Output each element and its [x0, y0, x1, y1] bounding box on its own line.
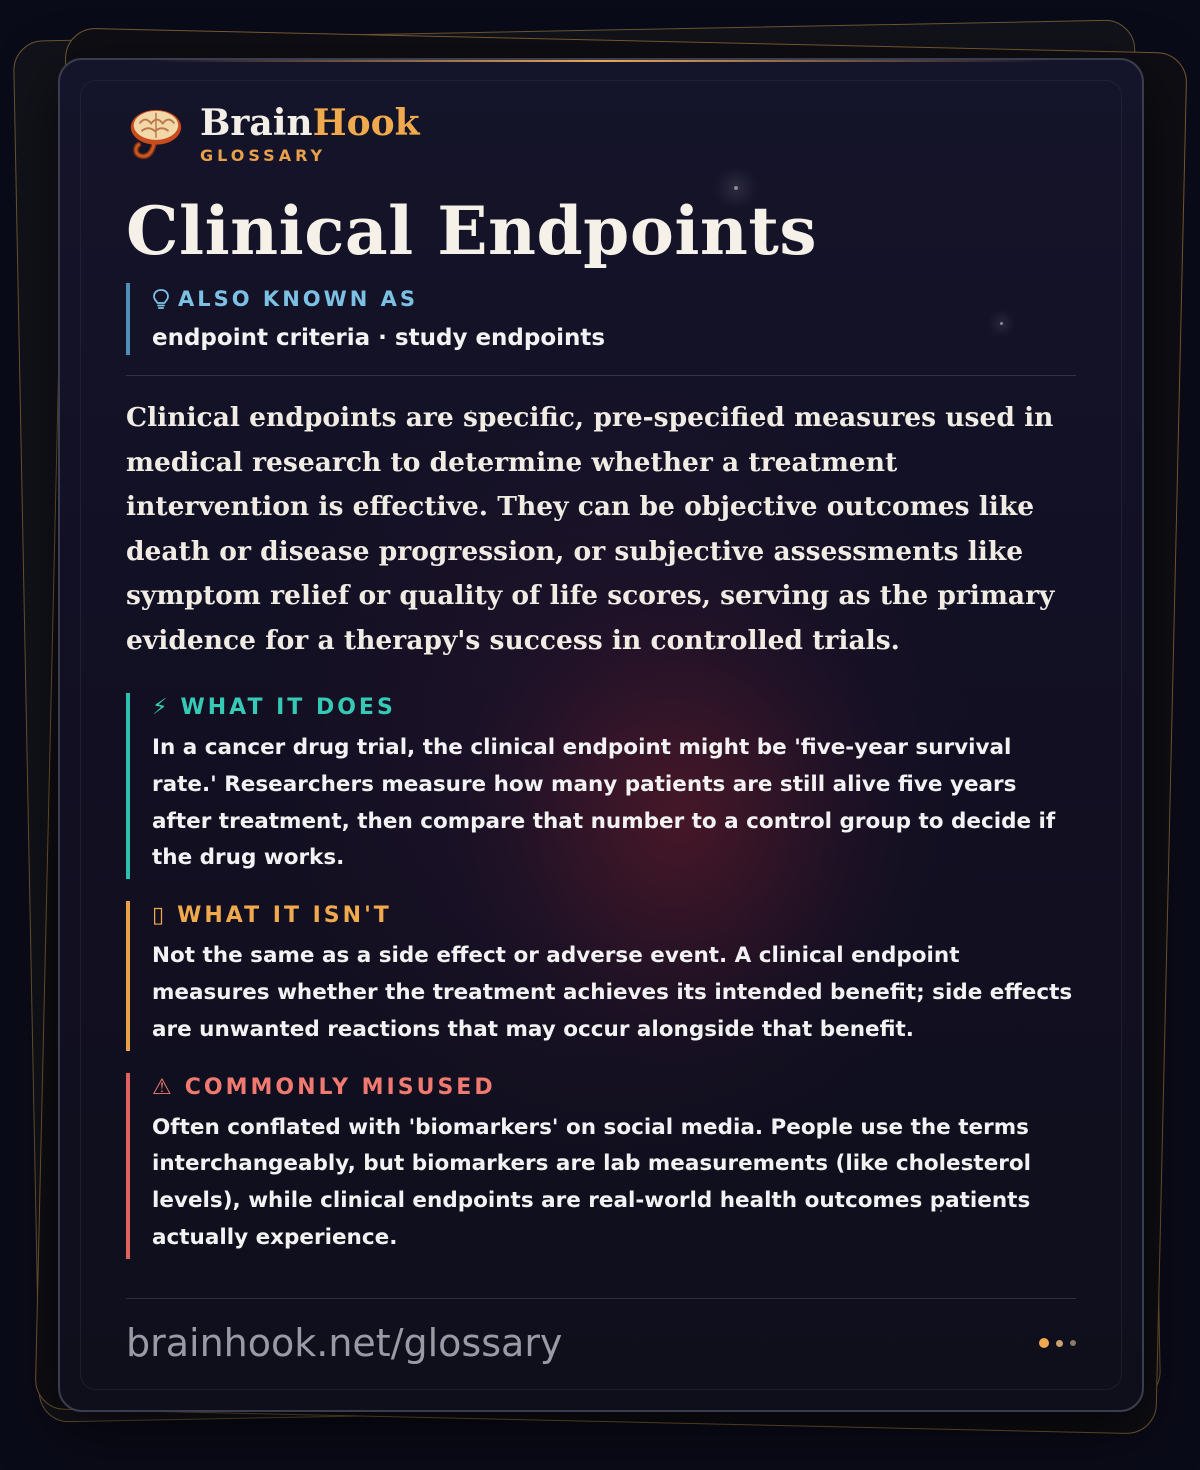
brand-header: [126, 104, 1076, 165]
commonly-misused-label: COMMONLY MISUSED: [184, 1074, 496, 1100]
what-it-does-text: In a cancer drug trial, the clinical endpoint might be 'five-year survival rate.' Researchers measure how many patients are still alive five years after treatment, then compare that number to a control group to decide if the drug works.: [152, 735, 1056, 871]
footer-url-link[interactable]: brainhook.net/glossary: [126, 1321, 563, 1365]
card-footer: [126, 1298, 1076, 1365]
missing-glyph-icon: ▯: [152, 903, 168, 929]
brand-text: [200, 104, 420, 165]
glossary-card: [58, 58, 1144, 1412]
also-known-as-block: [126, 283, 1076, 355]
what-it-does-heading: [152, 695, 1076, 720]
dot: [1070, 1340, 1076, 1346]
definition-text: Clinical endpoints are specific, pre-specified measures used in medical research to determine whether a treatment intervention is effective. They can be objective outcomes like death or disease progression, or subjective assessments like symptom relief or quality of life scores, serving as the primary evidence for a therapy's success in controlled trials.: [126, 402, 1055, 656]
what-it-does-label: WHAT IT DOES: [180, 695, 396, 720]
dot-active: [1039, 1338, 1049, 1348]
warning-icon: ⚠: [152, 1074, 175, 1100]
card-content: [126, 104, 1076, 1259]
lightbulb-icon: [152, 288, 170, 310]
also-known-as-label: ALSO KNOWN AS: [178, 287, 419, 311]
what-it-isnt-section: [126, 901, 1076, 1050]
lightning-icon: ⚡: [152, 695, 171, 720]
pagination-dots-icon: [1039, 1338, 1076, 1348]
brand-name-brain: Brain: [200, 102, 313, 144]
commonly-misused-section: [126, 1073, 1076, 1259]
commonly-misused-text: Often conflated with 'biomarkers' on social media. People use the terms interchangeably, but biomarkers are lab measurements (like cholesterol levels), while clinical endpoints are real-world health outcomes patients actually experience.: [152, 1114, 1032, 1250]
brand-name: [200, 104, 420, 142]
what-it-isnt-heading: [152, 903, 1076, 928]
commonly-misused-heading: [152, 1075, 1076, 1100]
also-known-as-text: endpoint criteria · study endpoints: [152, 325, 606, 351]
what-it-isnt-label: WHAT IT ISN'T: [177, 903, 392, 929]
dot: [1056, 1340, 1063, 1347]
also-known-as-heading: [152, 287, 1076, 311]
term-title: Clinical Endpoints: [126, 192, 818, 270]
brain-hook-icon: [126, 106, 184, 164]
brand-name-hook: Hook: [312, 102, 420, 144]
what-it-does-section: [126, 693, 1076, 879]
brand-subtitle: GLOSSARY: [200, 146, 327, 165]
divider: [126, 375, 1076, 376]
what-it-isnt-text: Not the same as a side effect or adverse event. A clinical endpoint measures whether the treatment achieves its intended benefit; side effects are unwanted reactions that may occur alongside that benefit.: [152, 943, 1073, 1042]
